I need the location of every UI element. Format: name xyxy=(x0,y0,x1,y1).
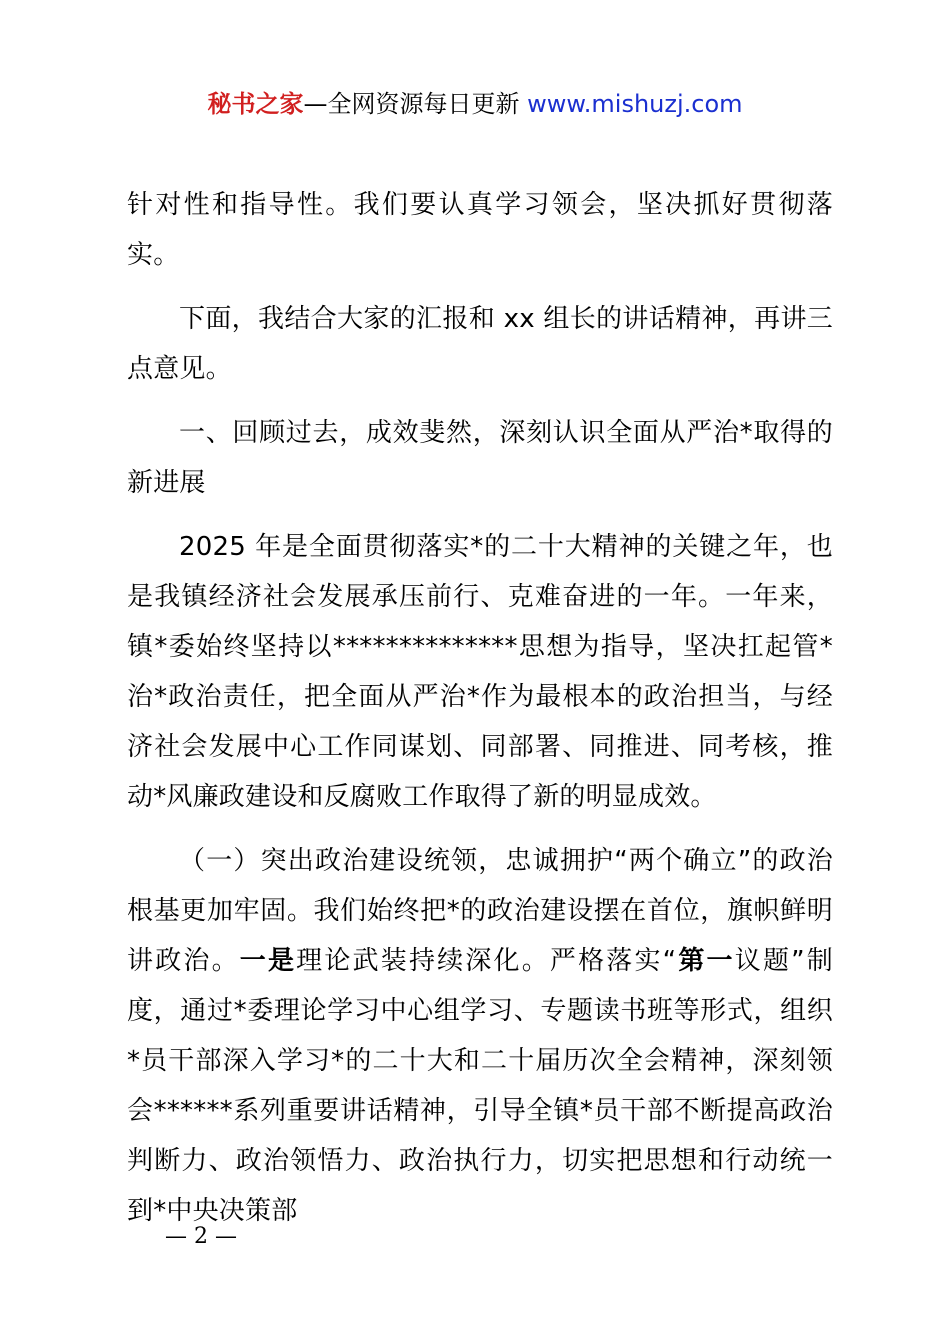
site-brand: 秘书之家 xyxy=(207,90,304,118)
site-url[interactable]: www.mishuzj.com xyxy=(527,90,743,118)
paragraph-political-building xyxy=(127,836,833,1236)
paragraph-text: 理论武装持续深化。严格落实“ xyxy=(296,946,677,976)
paragraph-text: （一）突出政治建设统领，忠诚拥护“两个确立”的政治根基更加牢固。我们始终把*的政治建设摆在首位，旗帜鲜明讲政治。 xyxy=(127,846,833,976)
paragraph-review: 2025 年是全面贯彻落实*的二十大精神的关键之年，也是我镇经济社会发展承压前行、克难奋进的一年。一年来，镇*委始终坚持以**************思想为指导，坚决扛起管*治*政治责任，把全面从严治*作为最根本的政治担当，与经济社会发展中心工作同谋划、同部署、同推进、同考核，推动*风廉政建设和反腐败工作取得了新的明显成效。 xyxy=(127,532,833,812)
bold-marker: 一是 xyxy=(239,946,297,976)
site-tagline: —全网资源每日更新 xyxy=(303,90,528,118)
bold-marker: 第一 xyxy=(676,946,735,976)
page-number: — 2 — xyxy=(165,1224,237,1249)
paragraph-intro: 下面，我结合大家的汇报和 xx 组长的讲话精神，再讲三点意见。 xyxy=(127,304,833,384)
paragraph-text: 议题”制度，通过*委理论学习中心组学习、专题读书班等形式，组织*员干部深入学习*的二十大和二十届历次全会精神，深刻领会******系列重要讲话精神，引导全镇*员干部不断提高政治判断力、政治领悟力、政治执行力，切实把思想和行动统一到*中央决策部 xyxy=(127,946,833,1226)
section-heading-1: 一、回顾过去，成效斐然，深刻认识全面从严治*取得的新进展 xyxy=(127,418,833,498)
document-body xyxy=(127,180,833,1250)
paragraph-continuation: 针对性和指导性。我们要认真学习领会，坚决抓好贯彻落实。 xyxy=(127,190,833,270)
site-header xyxy=(0,86,950,122)
